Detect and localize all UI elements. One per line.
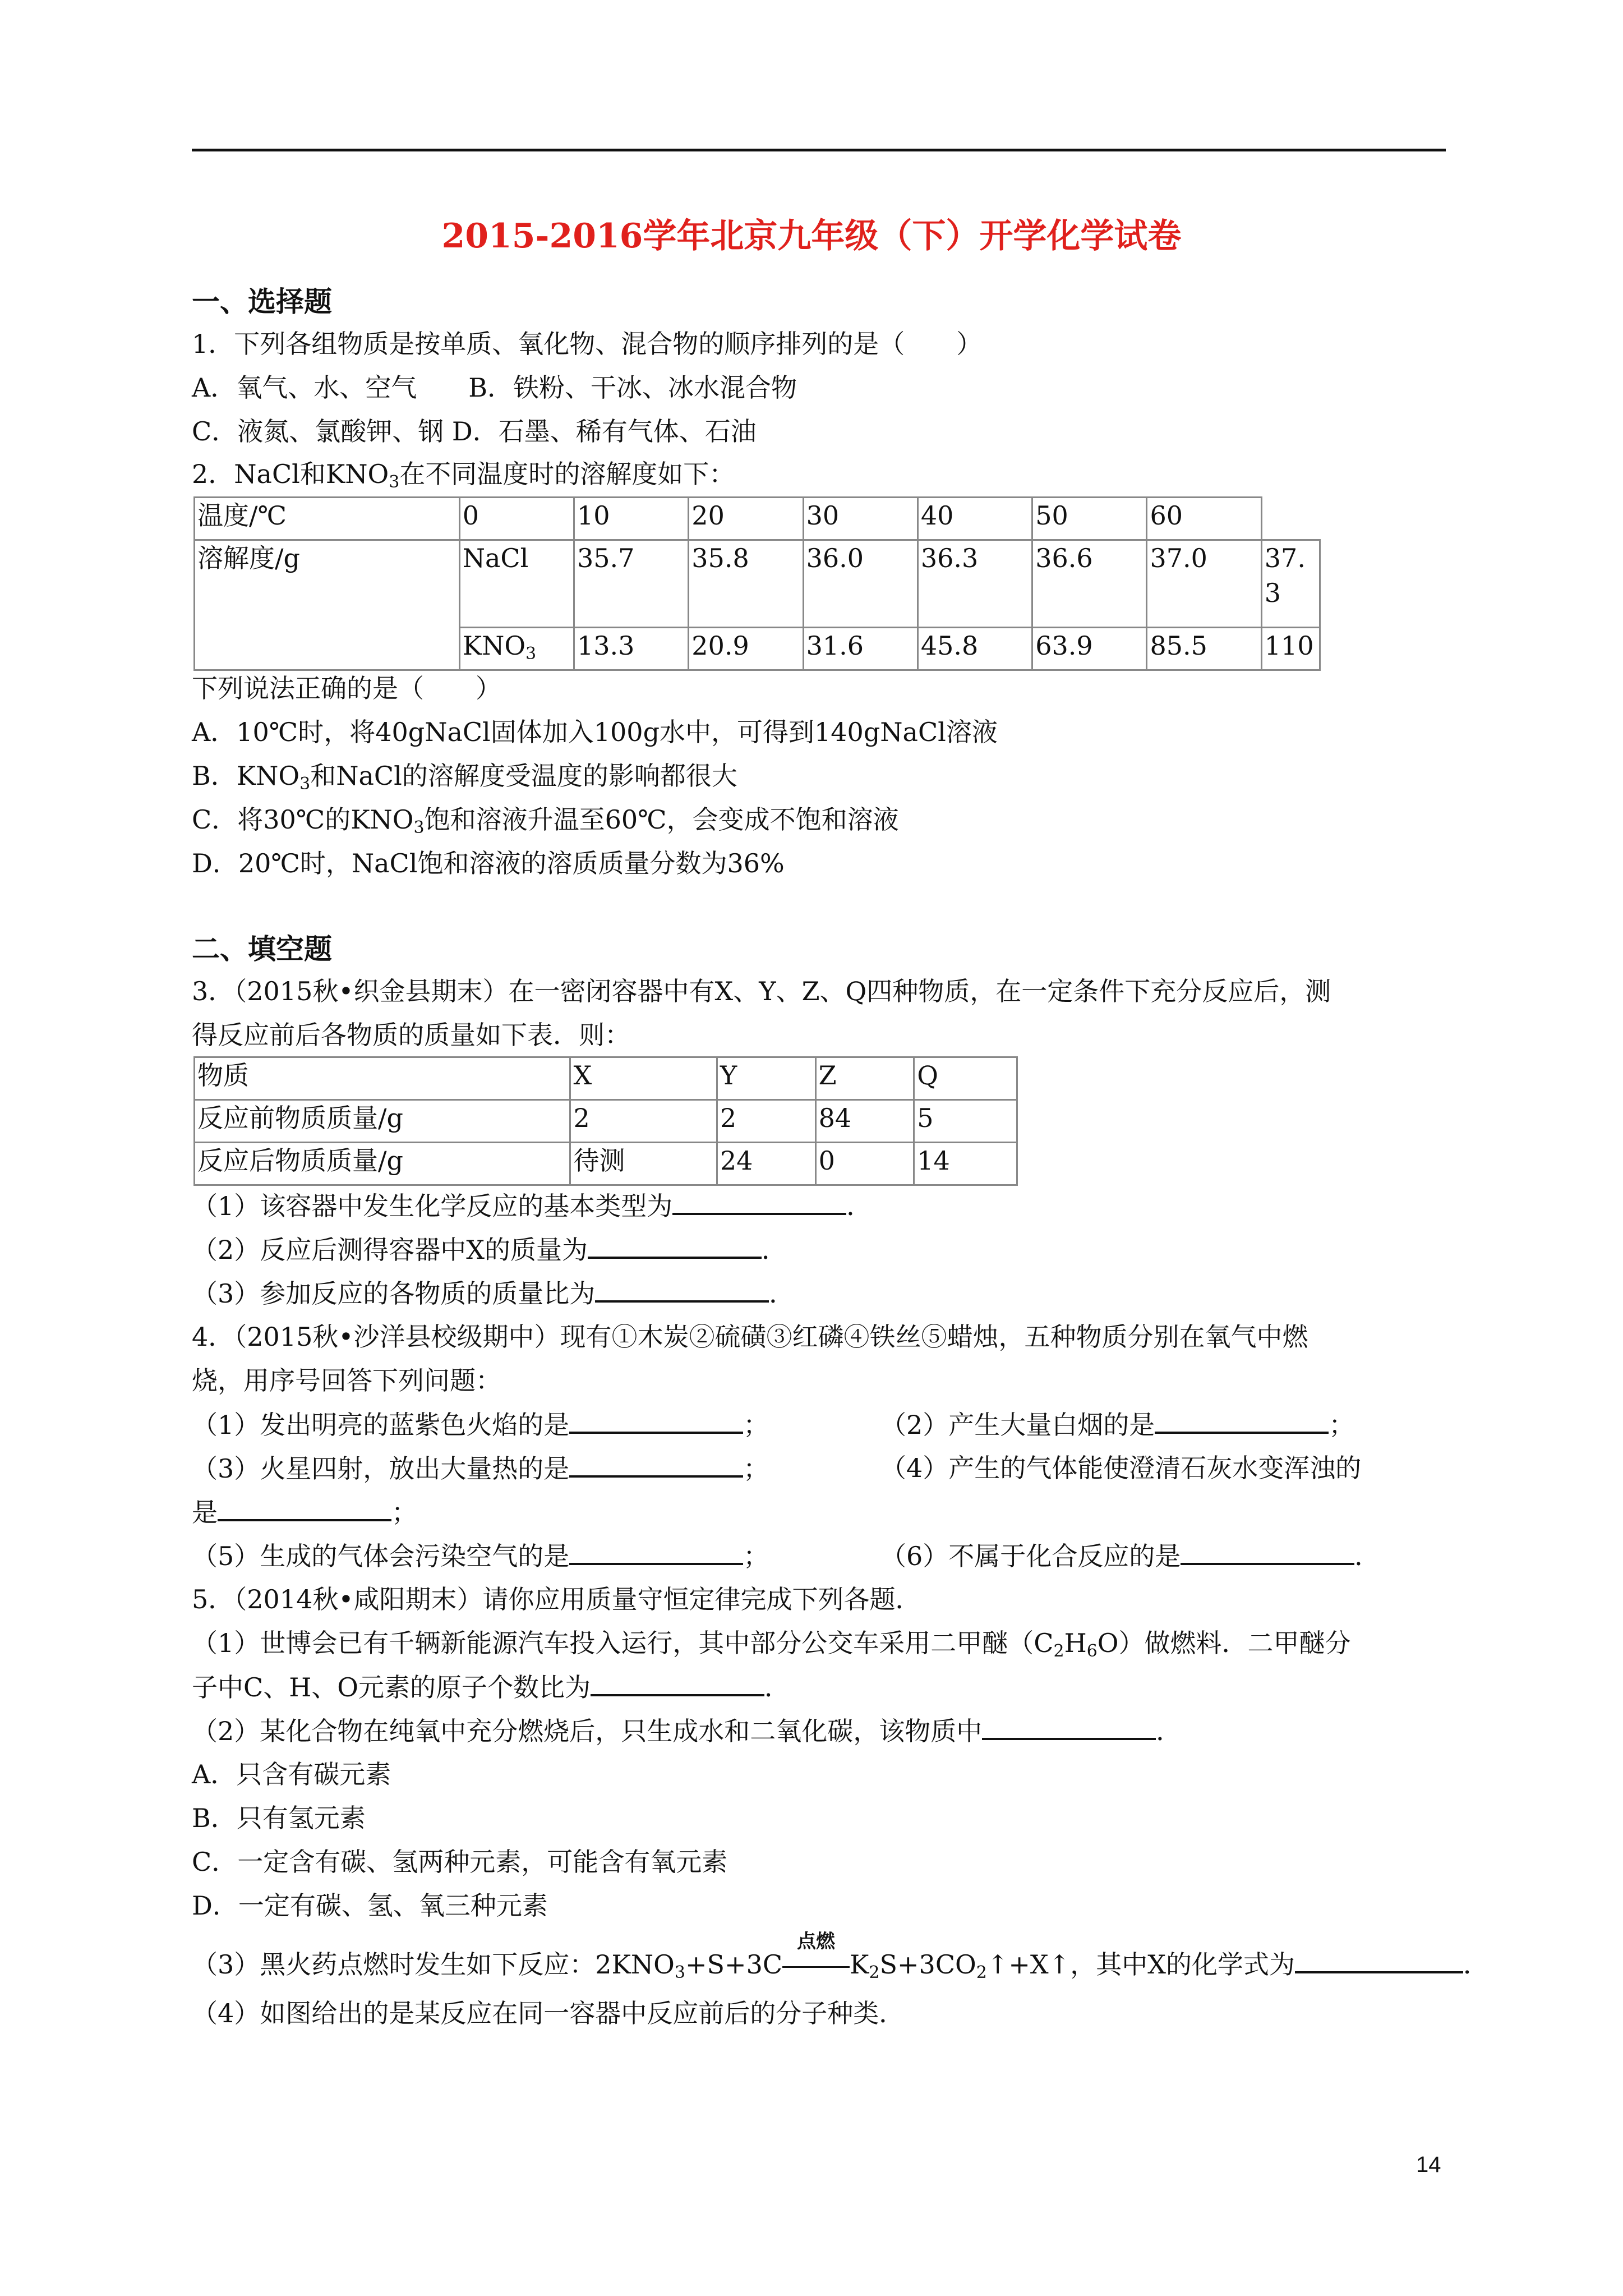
q2-option-c: C．将30℃的$KNO_3$饱和溶液升温至60℃，会变成不饱和溶液 (192, 804, 899, 838)
q3-part1: （1）该容器中发生化学反应的基本类型为 ． (192, 1191, 873, 1221)
q5-option-a: A．只含有碳元素 (192, 1759, 391, 1789)
q4-part2: （2）产生大量白烟的是 ； (880, 1410, 1355, 1440)
after-value-cell: 0 (815, 1143, 914, 1185)
temp-cell: 60 (1147, 498, 1261, 540)
nacl-value-cell: 37.3 (1261, 540, 1320, 628)
exam-title: 2015-2016学年北京九年级（下）开学化学试卷 (441, 217, 1182, 256)
kno3-label-cell: $KNO_3$ (459, 628, 574, 670)
before-label-cell: 反应前物质质量/g (195, 1100, 570, 1143)
q2-stem: 2．NaCl和$KNO_3$在不同温度时的溶解度如下： (192, 459, 735, 492)
q5-part4: （4）如图给出的是某反应在同一容器中反应前后的分子种类． (192, 1998, 905, 2028)
answer-blank[interactable] (1295, 1949, 1463, 1973)
temp-cell: 40 (917, 498, 1032, 540)
kno3-value-cell: 63.9 (1032, 628, 1147, 670)
q5-stem: 5．（2014秋•咸阳期末）请你应用质量守恒定律完成下列各题． (192, 1584, 921, 1614)
q4-part5: （5）生成的气体会污染空气的是 ； (192, 1541, 769, 1571)
header-cell: 物质 (195, 1057, 570, 1100)
q2-option-a: A．10℃时，将40gNaCl固体加入100g水中，可得到140gNaCl溶液 (192, 717, 998, 747)
q5-option-b: B．只有氢元素 (192, 1803, 366, 1833)
q4-part6: （6）不属于化合反应的是 ． (880, 1541, 1381, 1571)
answer-blank[interactable] (1155, 1409, 1329, 1434)
answer-blank[interactable] (591, 1672, 764, 1696)
mass-table (193, 1056, 1018, 1186)
nacl-value-cell: 35.8 (689, 540, 803, 628)
q1-stem: 1．下列各组物质是按单质、氧化物、混合物的顺序排列的是（ ） (192, 329, 983, 359)
temp-cell: 50 (1032, 498, 1147, 540)
q4-part3: （3）火星四射，放出大量热的是 ； (192, 1453, 769, 1484)
section-fill-heading: 二、填空题 (192, 932, 332, 965)
q4-part1: （1）发出明亮的蓝紫色火焰的是 ； (192, 1410, 769, 1440)
before-value-cell: 2 (570, 1100, 717, 1143)
kno3-value-cell: 45.8 (917, 628, 1032, 670)
answer-blank[interactable] (1181, 1540, 1354, 1565)
kno3-value-cell: 20.9 (689, 628, 803, 670)
kno3-value-cell: 31.6 (803, 628, 917, 670)
answer-blank[interactable] (588, 1234, 762, 1259)
header-cell: Z (815, 1057, 914, 1100)
answer-blank[interactable] (218, 1497, 391, 1521)
header-cell: X (570, 1057, 717, 1100)
empty-cell (1261, 498, 1320, 540)
q5-option-c: C．一定含有碳、氢两种元素，可能含有氧元素 (192, 1847, 728, 1877)
nacl-value-cell: 36.6 (1032, 540, 1147, 628)
q1-options-ab: A．氧气、水、空气 B．铁粉、干冰、冰水混合物 (192, 372, 797, 403)
q5-option-d: D．一定有碳、氢、氧三种元素 (192, 1890, 548, 1921)
header-rule (192, 149, 1446, 151)
reaction-arrow: 点燃 (782, 1949, 850, 1980)
solubility-table (193, 496, 1321, 671)
nacl-value-cell: 35.7 (574, 540, 689, 628)
before-value-cell: 84 (815, 1100, 914, 1143)
q5-part1-line1: （1）世博会已有千辆新能源汽车投入运行，其中部分公交车采用二甲醚$(C_2H_6O)$做燃料．二甲醚分 (192, 1628, 1351, 1661)
solubility-label-cell: 溶解度/g (195, 540, 460, 670)
answer-blank[interactable] (569, 1409, 743, 1434)
nacl-value-cell: 36.0 (803, 540, 917, 628)
q2-prompt: 下列说法正确的是（ ） (192, 673, 501, 703)
q4-part4: （4）产生的气体能使澄清石灰水变浑浊的 (880, 1453, 1362, 1483)
after-value-cell: 24 (717, 1143, 815, 1185)
header-cell: Q (914, 1057, 1017, 1100)
q3-stem-line1: 3．（2015秋•织金县期末）在一密闭容器中有X、Y、Z、Q四种物质，在一定条件下充分反应后，测 (192, 976, 1331, 1006)
temp-label-cell: 温度/℃ (195, 498, 460, 540)
q4-stem-line2: 烧，用序号回答下列问题： (192, 1365, 501, 1396)
page-number: 14 (1416, 2152, 1441, 2177)
kno3-value-cell: 110 (1261, 628, 1320, 670)
kno3-value-cell: 13.3 (574, 628, 689, 670)
answer-blank[interactable] (982, 1715, 1156, 1740)
q3-stem-line2: 得反应前后各物质的质量如下表．则： (192, 1020, 630, 1050)
q1-options-cd: C．液氮、氯酸钾、钢 D．石墨、稀有气体、石油 (192, 416, 757, 447)
q5-part3: （3）黑火药点燃时发生如下反应：$2KNO_3+S+3C$ 点燃 $K_2S+3CO_2↑+X↑$，其中X的化学式为 ． (192, 1930, 1489, 1982)
answer-blank[interactable] (569, 1453, 743, 1478)
answer-blank[interactable] (595, 1278, 769, 1303)
q5-part2: （2）某化合物在纯氧中充分燃烧后，只生成水和二氧化碳，该物质中 ． (192, 1716, 1182, 1746)
temp-cell: 0 (459, 498, 574, 540)
nacl-label-cell: NaCl (459, 540, 574, 628)
temp-cell: 20 (689, 498, 803, 540)
nacl-value-cell: 36.3 (917, 540, 1032, 628)
section-choice-heading: 一、选择题 (192, 285, 332, 318)
after-label-cell: 反应后物质质量/g (195, 1143, 570, 1185)
q3-part3: （3）参加反应的各物质的质量比为 ． (192, 1278, 795, 1309)
q4-stem-line1: 4．（2015秋•沙洋县校级期中）现有①木炭②硫磺③红磷④铁丝⑤蜡烛，五种物质分别在氧气中燃 (192, 1322, 1308, 1352)
temp-cell: 30 (803, 498, 917, 540)
before-value-cell: 2 (717, 1100, 815, 1143)
after-value-cell: 14 (914, 1143, 1017, 1185)
after-value-cell: 待测 (570, 1143, 717, 1185)
temp-cell: 10 (574, 498, 689, 540)
kno3-value-cell: 85.5 (1147, 628, 1261, 670)
nacl-value-cell: 37.0 (1147, 540, 1261, 628)
before-value-cell: 5 (914, 1100, 1017, 1143)
q2-option-b: B．$KNO_3$和NaCl的溶解度受温度的影响都很大 (192, 761, 737, 794)
q3-part2: （2）反应后测得容器中X的质量为 ． (192, 1235, 788, 1265)
answer-blank[interactable] (569, 1540, 743, 1565)
header-cell: Y (717, 1057, 815, 1100)
q5-part1-line2: 子中C、H、O元素的原子个数比为 ． (192, 1672, 791, 1703)
q2-option-d: D．20℃时，NaCl饱和溶液的溶质质量分数为36% (192, 848, 785, 878)
q4-part4-cont: 是 ； (192, 1497, 417, 1527)
answer-blank[interactable] (672, 1190, 846, 1215)
